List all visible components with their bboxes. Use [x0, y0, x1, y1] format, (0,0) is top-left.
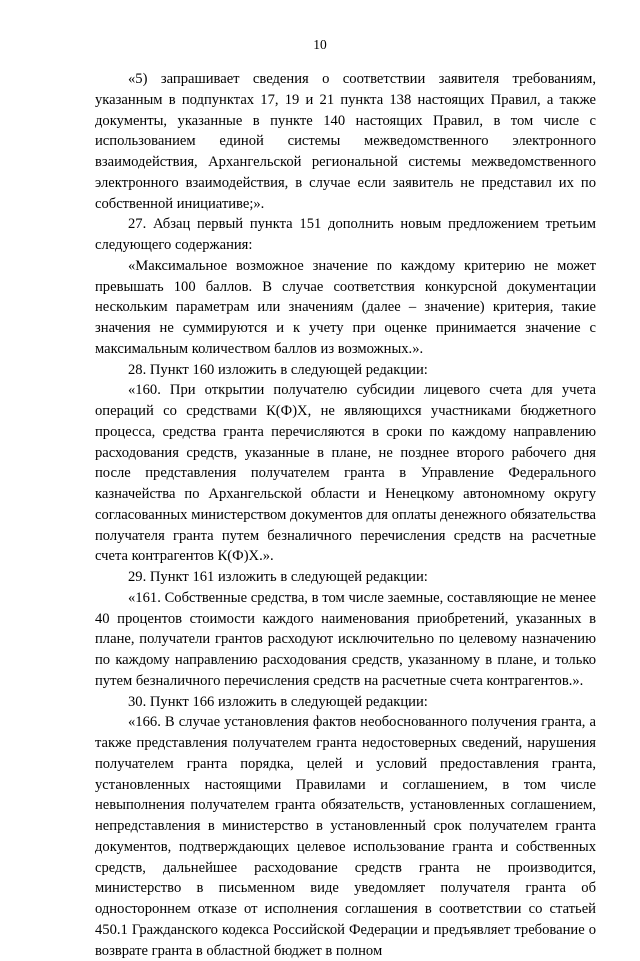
document-body — [95, 69, 596, 961]
paragraph-item-5-quote: «5) запрашивает сведения о соответствии заявителя требованиям, указанным в подпунктах 17, 19 и 21 пункта 138 настоящих Правил, а также документы, указанные в пункте 140 настоящих Правил, в том числе с использованием единой системы межведомственного электронного взаимодействия, Архангельской региональной системы межведомственного электронного взаимодействия, в случае если заявитель не представил их по собственной инициативе;». — [95, 71, 596, 212]
paragraph-item-160-quote: «160. При открытии получателю субсидии лицевого счета для учета операций со средствами К(Ф)Х, не являющихся участниками бюджетного процесса, средства гранта перечисляются в сроки по каждому направлению расходования средств, указанные в плане, не позднее второго рабочего дня после представления получателем гранта в Управление Федерального казначейства по Архангельской области и Ненецкому автономному округу согласованных министерством документов для оплаты денежного обязательства получателя гранта путем безналичного перечисления средств на расчетные счета контрагентов К(Ф)Х.». — [95, 382, 596, 565]
paragraph-amendment-30: 30. Пункт 166 изложить в следующей редакции: — [128, 693, 428, 710]
paragraph-max-score-quote: «Максимальное возможное значение по каждому критерию не может превышать 100 баллов. В случае соответствия конкурсной документации нескольким параметрам или значениям (далее – значение) критерия, такие значения не суммируются и к учету при оценке принимается значение с максимальным количеством баллов из возможных.». — [95, 257, 596, 357]
paragraph-amendment-27: 27. Абзац первый пункта 151 дополнить новым предложением третьим следующего содержания: — [95, 216, 596, 253]
paragraph-amendment-28: 28. Пункт 160 изложить в следующей редакции: — [128, 361, 428, 378]
paragraph-item-161-quote: «161. Собственные средства, в том числе заемные, составляющие не менее 40 процентов стоимости каждого наименования приобретений, указанных в плане, получатели грантов расходуют исключительно по целевому назначению по каждому направлению расходования средств, указанному в плане, и только путем безналичного перечисления средств на расчетные счета контрагентов.». — [95, 589, 596, 689]
paragraph-item-166-quote: «166. В случае установления фактов необоснованного получения гранта, а также представления получателем гранта недостоверных сведений, нарушения получателем гранта порядка, целей и условий предоставления гранта, установленных настоящими Правилами и соглашением, в том числе невыполнения получателем гранта обязательств, установленных соглашением, непредставления в министерство в установленный срок получателем гранта документов, подтверждающих целевое использование гранта и собственных средств, дальнейшее расходование средств гранта не производится, министерство в письменном виде уведомляет получателя гранта об одностороннем отказе от исполнения соглашения в соответствии со статьей 450.1 Гражданского кодекса Российской Федерации и предъявляет требование о возврате гранта в областной бюджет в полном — [95, 714, 596, 959]
paragraph-amendment-29: 29. Пункт 161 изложить в следующей редакции: — [128, 569, 428, 585]
page-number: 10 — [313, 37, 327, 52]
